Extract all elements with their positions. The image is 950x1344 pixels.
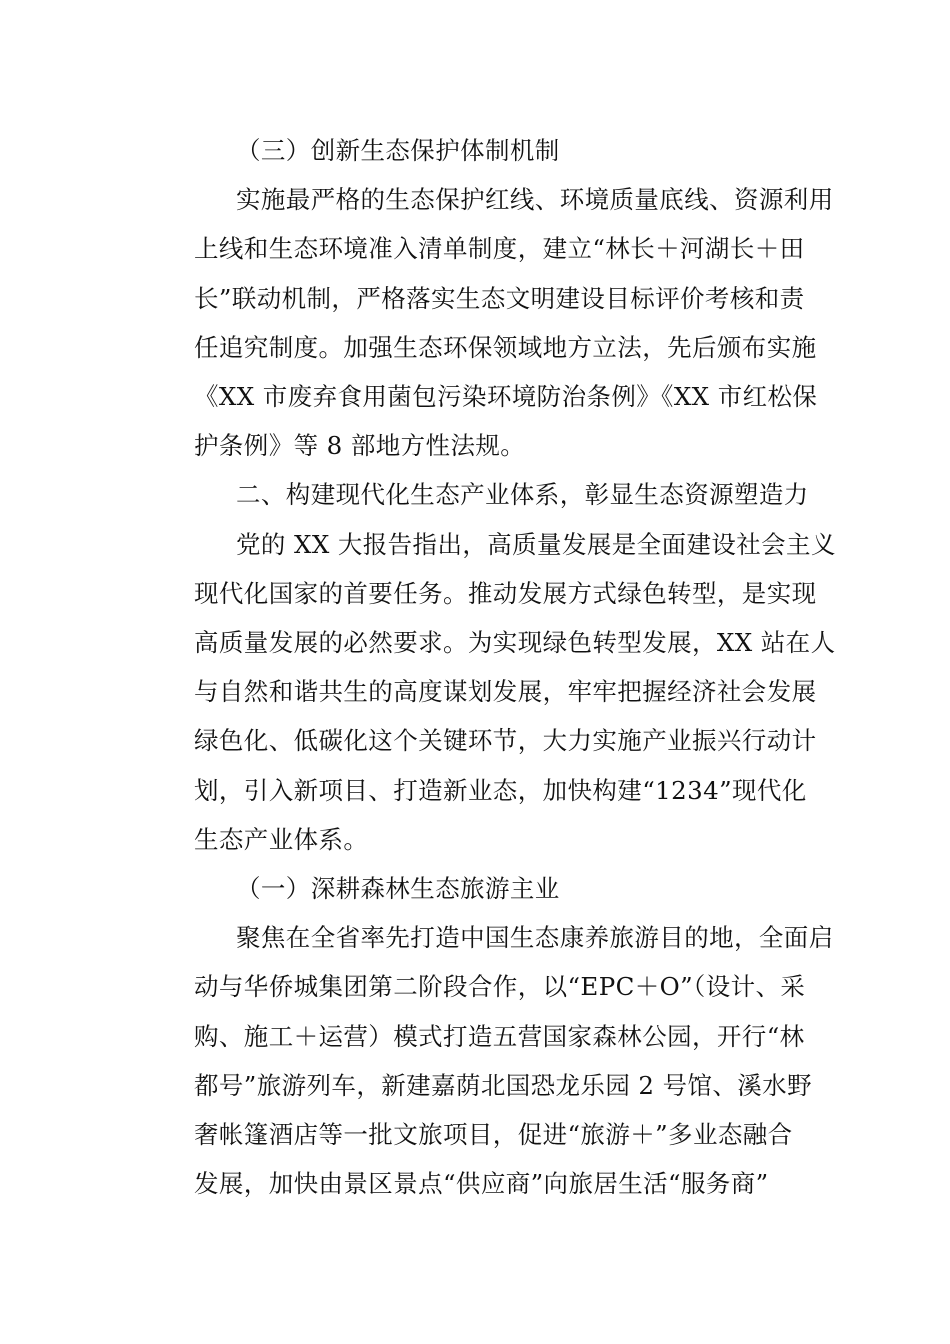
text-line: 动与华侨城集团第二阶段合作，以“EPC＋O”（设计、采 bbox=[194, 972, 806, 1002]
text-line: 都号”旅游列车，新建嘉荫北国恐龙乐园 2 号馆、溪水野 bbox=[194, 1070, 812, 1100]
text-line: 生态产业体系。 bbox=[194, 824, 369, 854]
text-line: 党的 XX 大报告指出，高质量发展是全面建设社会主义 bbox=[236, 529, 836, 559]
text-line: 现代化国家的首要任务。推动发展方式绿色转型，是实现 bbox=[194, 578, 817, 608]
text-line: 护条例》等 8 部地方性法规。 bbox=[194, 431, 526, 461]
text-line: 《XX 市废弃食用菌包污染环境防治条例》《XX 市红松保 bbox=[194, 382, 818, 412]
text-line: （一）深耕森林生态旅游主业 bbox=[236, 874, 560, 904]
text-line: 二、构建现代化生态产业体系，彰显生态资源塑造力 bbox=[236, 480, 809, 510]
text-line: 任追究制度。加强生态环保领域地方立法，先后颁布实施 bbox=[194, 332, 817, 362]
text-line: 上线和生态环境准入清单制度，建立“林长＋河湖长＋田 bbox=[194, 234, 805, 264]
text-line: 高质量发展的必然要求。为实现绿色转型发展，XX 站在人 bbox=[194, 628, 836, 658]
paragraph-ecotourism-destination bbox=[145, 913, 834, 1208]
text-line: 发展，加快由景区景点“供应商”向旅居生活“服务商” bbox=[194, 1169, 769, 1199]
paragraph-green-transformation bbox=[145, 520, 836, 864]
text-line: 绿色化、低碳化这个关键环节，大力实施产业振兴行动计 bbox=[194, 726, 817, 756]
text-line: 聚焦在全省率先打造中国生态康养旅游目的地，全面启 bbox=[236, 923, 834, 953]
text-line: 与自然和谐共生的高度谋划发展，牢牢把握经济社会发展 bbox=[194, 677, 817, 707]
subheading-forest-ecotourism bbox=[145, 864, 815, 913]
subheading-ecological-protection-mechanism bbox=[145, 126, 815, 175]
document-body bbox=[145, 126, 836, 1208]
paragraph-ecological-redlines bbox=[145, 175, 834, 470]
text-line: 奢帐篷酒店等一批文旅项目，促进“旅游＋”多业态融合 bbox=[194, 1120, 793, 1150]
text-line: 购、施工＋运营）模式打造五营国家森林公园，开行“林 bbox=[194, 1021, 805, 1051]
text-line: 实施最严格的生态保护红线、环境质量底线、资源利用 bbox=[236, 185, 834, 215]
text-line: （三）创新生态保护体制机制 bbox=[236, 136, 560, 165]
text-line: 划，引入新项目、打造新业态，加快构建“1234”现代化 bbox=[194, 775, 807, 805]
heading-modern-ecological-industry bbox=[145, 470, 815, 519]
text-line: 长”联动机制，严格落实生态文明建设目标评价考核和责 bbox=[194, 283, 805, 313]
